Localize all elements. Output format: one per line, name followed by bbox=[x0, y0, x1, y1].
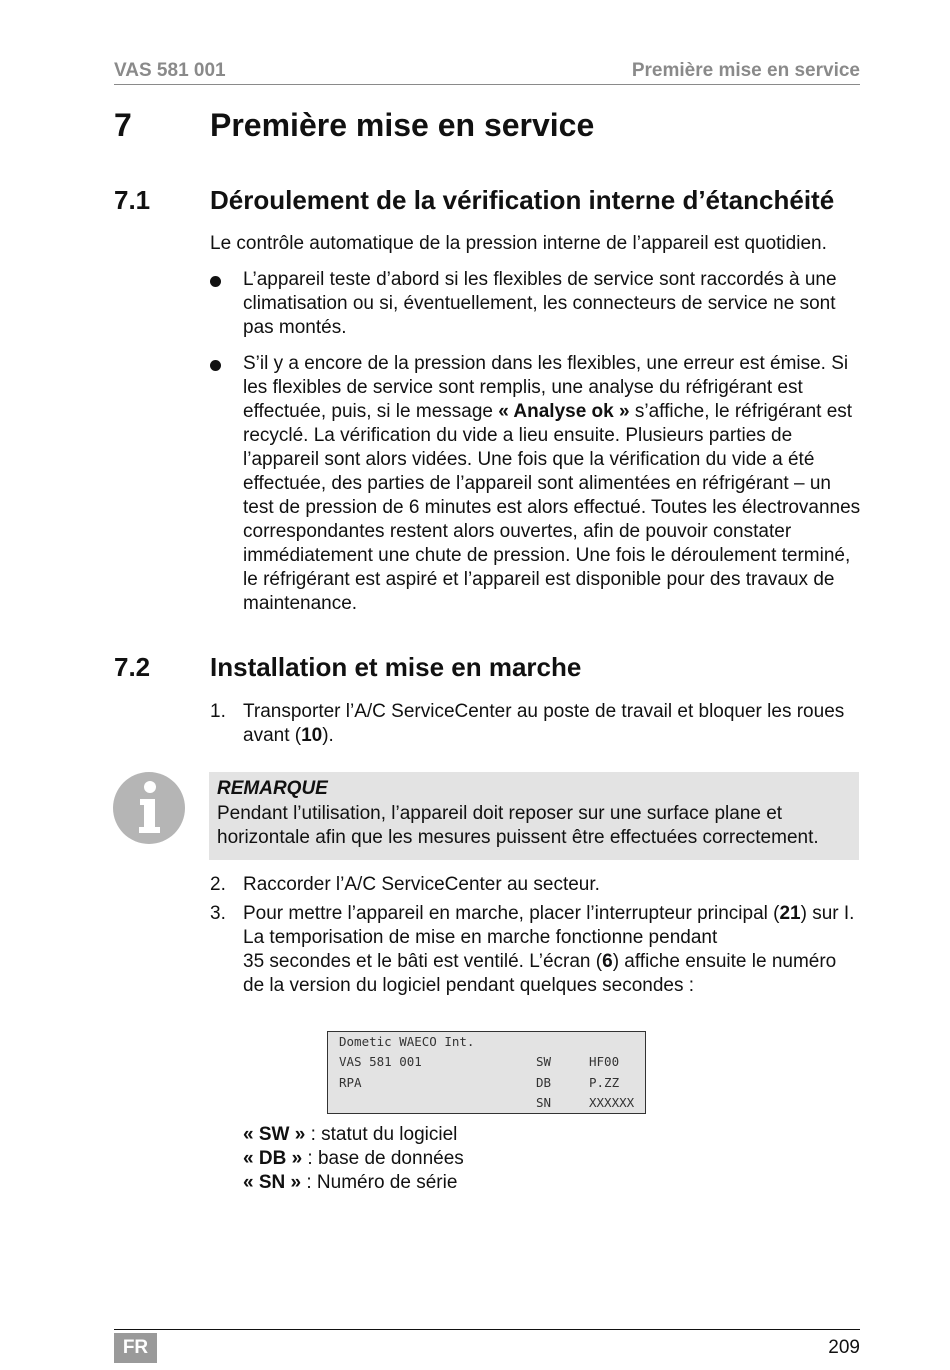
lcd-value-sn: XXXXXX bbox=[589, 1095, 635, 1110]
step-text: Raccorder l’A/C ServiceCenter au secteur. bbox=[243, 874, 600, 895]
lcd-model: VAS 581 001 bbox=[339, 1054, 422, 1069]
lcd-display bbox=[327, 1031, 646, 1114]
legend-key: « DB » bbox=[243, 1148, 303, 1169]
bullet-text: L’appareil teste d’abord si les flexibles de service sont raccordés à une climatisation ou si, éventuellement, les connecteurs de service ne sont pas montés. bbox=[243, 269, 837, 338]
bullet-dot-icon bbox=[210, 360, 221, 371]
reference-number: 10 bbox=[301, 725, 323, 746]
chapter-number: 7 bbox=[114, 107, 132, 143]
bullet-dot-icon bbox=[210, 276, 221, 287]
reference-number: 21 bbox=[779, 903, 801, 924]
step-text-part: ). bbox=[322, 725, 334, 746]
header-chapter: Première mise en service bbox=[631, 60, 860, 81]
step-text-part: ) sur I. bbox=[800, 903, 855, 924]
section-number: 7.2 bbox=[114, 652, 151, 682]
header-product: VAS 581 001 bbox=[114, 60, 226, 81]
legend-item bbox=[243, 1123, 457, 1147]
step-text bbox=[243, 902, 862, 998]
intro-paragraph: Le contrôle automatique de la pression interne de l’appareil est quotidien. bbox=[210, 233, 827, 254]
bullet-text-part: S’il y a encore de la pression dans les flexibles, une erreur est émise. Si les flexibles de service sont remplis, une analyse du réfrigérant est effectuée, puis, si le message bbox=[243, 353, 849, 422]
bullet-text-part: s’affiche, le réfrigérant est recyclé. La vérification du vide a lieu ensuite. Plusieurs parties de l’appareil sont alors vidées. Une fois que la vérification du vide a été effectuée, des parties de l’appareil sont alimentées en réfrigérant – un test de pression de 6 minutes est alors effectué. Toutes les électrovannes correspondantes restent alors ouvertes, afin de pouvoir constater immédiatement une chute de pression. Une fois le déroulement terminé, le réfrigérant est aspiré et l’appareil est disponible pour des travaux de maintenance. bbox=[243, 401, 861, 614]
step-text-part: Pour mettre l’appareil en marche, placer l’interrupteur principal ( bbox=[243, 903, 780, 924]
language-badge: FR bbox=[114, 1333, 157, 1363]
page-number: 209 bbox=[828, 1337, 860, 1358]
legend-item bbox=[243, 1147, 464, 1171]
step-1 bbox=[210, 700, 862, 748]
step-text-part: Transporter l’A/C ServiceCenter au poste de travail et bloquer les roues avant ( bbox=[243, 701, 845, 746]
lcd-label-db: DB bbox=[536, 1075, 552, 1090]
running-header bbox=[114, 60, 860, 85]
note-body: Pendant l’utilisation, l’appareil doit reposer sur une surface plane et horizontale afin que les mesures puissent être effectuées correctement. bbox=[217, 803, 819, 848]
step-number: 3. bbox=[210, 903, 226, 924]
section-title: Installation et mise en marche bbox=[210, 652, 582, 682]
lcd-rpa: RPA bbox=[339, 1075, 362, 1090]
bullet-item bbox=[210, 352, 862, 616]
footer-rule bbox=[114, 1329, 860, 1330]
note-box bbox=[209, 772, 859, 860]
legend-key: « SN » bbox=[243, 1172, 302, 1193]
lcd-value-db: P.ZZ bbox=[589, 1075, 620, 1090]
lcd-value-sw: HF00 bbox=[589, 1054, 620, 1069]
legend-text: : base de données bbox=[302, 1148, 464, 1169]
step-number: 2. bbox=[210, 874, 226, 895]
lcd-label-sw: SW bbox=[536, 1054, 552, 1069]
step-text bbox=[243, 700, 862, 748]
legend-key: « SW » bbox=[243, 1124, 306, 1145]
note-title: REMARQUE bbox=[217, 778, 328, 799]
bullet-text bbox=[243, 352, 862, 616]
message-analyse-ok: « Analyse ok » bbox=[498, 401, 630, 422]
step-3 bbox=[210, 902, 862, 998]
section-number: 7.1 bbox=[114, 185, 151, 215]
step-text-part: 35 secondes et le bâti est ventilé. L’écran ( bbox=[243, 951, 603, 972]
chapter-title: Première mise en service bbox=[210, 107, 595, 143]
legend-text: : statut du logiciel bbox=[305, 1124, 458, 1145]
step-2 bbox=[210, 873, 862, 897]
step-number: 1. bbox=[210, 701, 226, 722]
lcd-label-sn: SN bbox=[536, 1095, 552, 1110]
lcd-row1: Dometic WAECO Int. bbox=[339, 1034, 475, 1049]
step-text-part: ) affiche ensuite le numéro de la version du logiciel pendant quelques secondes : bbox=[243, 951, 837, 996]
bullet-item bbox=[210, 268, 862, 340]
legend-text: : Numéro de série bbox=[301, 1172, 458, 1193]
step-text-part: La temporisation de mise en marche fonctionne pendant bbox=[243, 927, 718, 948]
reference-number: 6 bbox=[602, 951, 613, 972]
section-title: Déroulement de la vérification interne d’étanchéité bbox=[210, 185, 835, 215]
info-icon bbox=[113, 772, 185, 844]
legend-item bbox=[243, 1171, 457, 1195]
